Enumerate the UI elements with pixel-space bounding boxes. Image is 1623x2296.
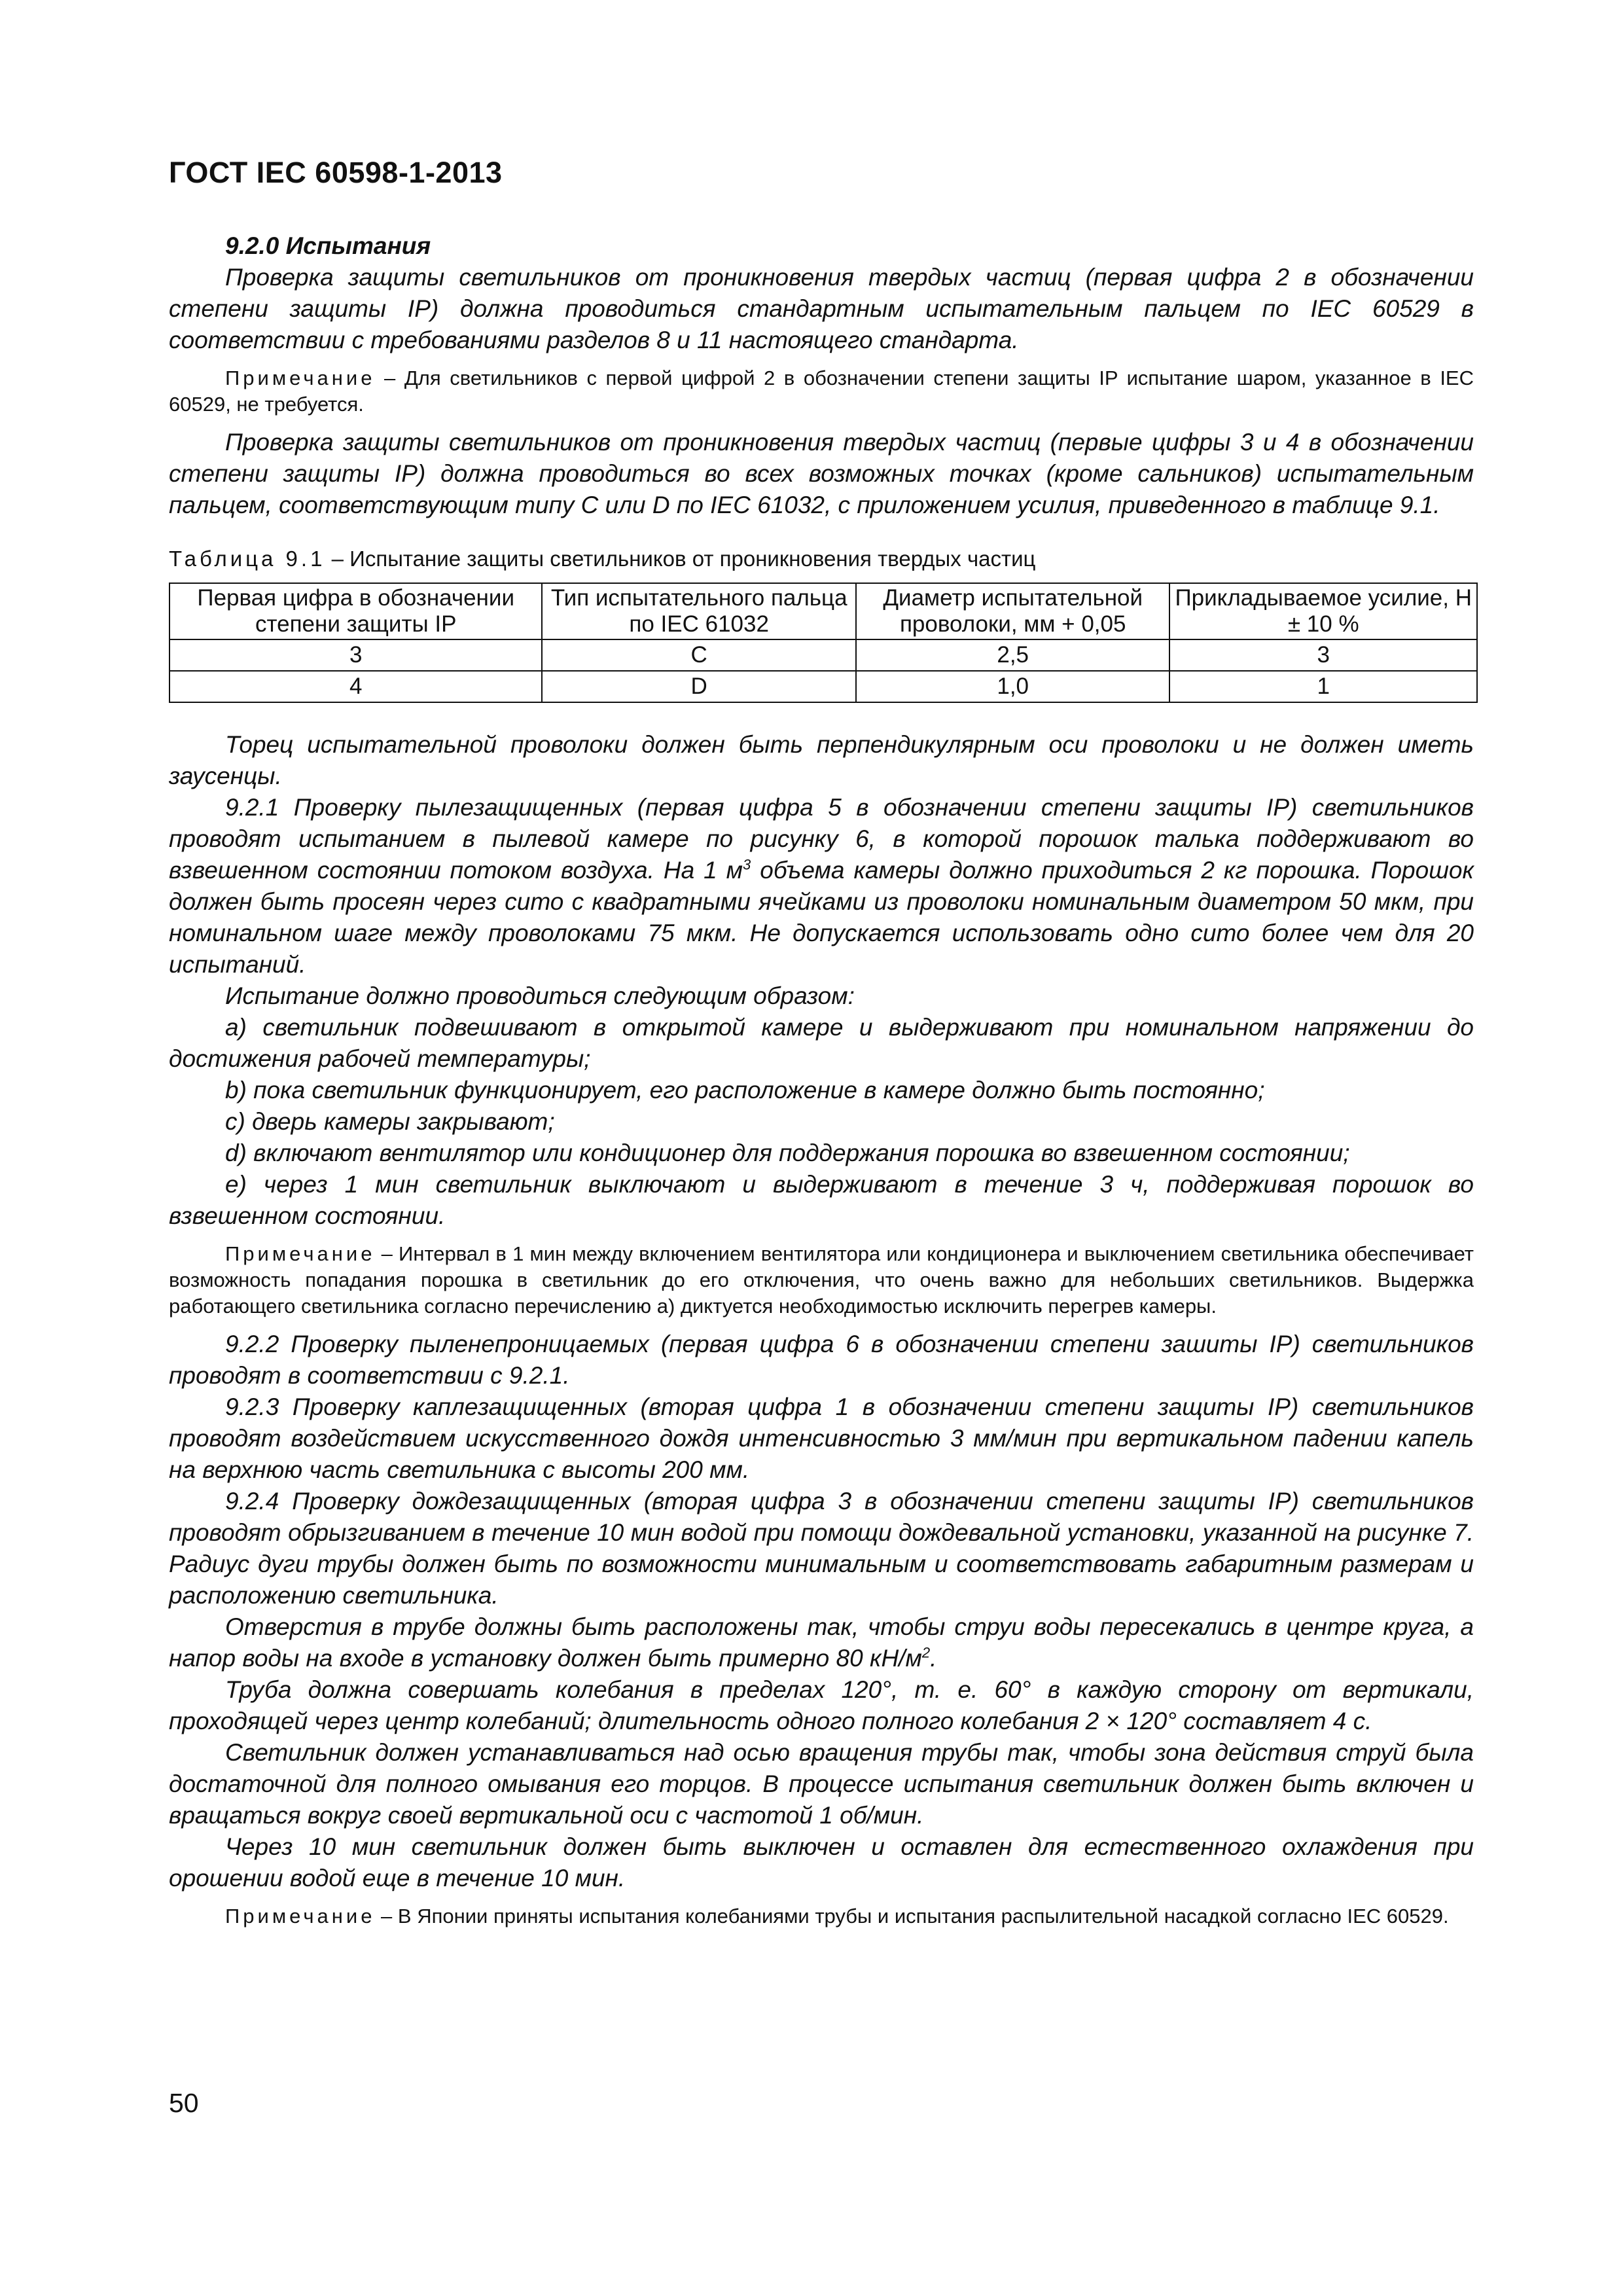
note-text: – В Японии приняты испытания колебаниями трубы и испытания распылительной насадкой согласно IEC 60529. <box>375 1905 1449 1928</box>
paragraph: 9.2.3 Проверку каплезащищенных (вторая цифра 1 в обозначении степени защиты IP) светильников проводят воздействием искусственного дождя интенсивностью 3 мм/мин при вертикальном падении капель на верхнюю часть светильника с высоты 200 мм. <box>169 1393 1474 1483</box>
table-caption <box>169 546 1474 572</box>
note <box>169 365 1474 418</box>
paragraph: Испытание должно проводиться следующим образом: <box>225 982 855 1009</box>
table-cell: 1 <box>1169 671 1477 702</box>
table-header-cell: Диаметр испытательной проволоки, мм + 0,05 <box>856 583 1170 639</box>
table-cell: 3 <box>169 639 542 671</box>
table-row <box>169 639 1477 671</box>
table-header-row <box>169 583 1477 639</box>
table-cell: 2,5 <box>856 639 1170 671</box>
list-item: e) через 1 мин светильник выключают и выдерживают в течение 3 ч, поддерживая порошок во взвешенном состоянии. <box>169 1171 1474 1229</box>
paragraph: Через 10 мин светильник должен быть выключен и оставлен для естественного охлаждения при орошении водой еще в течение 10 мин. <box>169 1833 1474 1892</box>
superscript: 2 <box>921 1644 931 1661</box>
note <box>169 1241 1474 1319</box>
note-label: Примечание <box>225 1242 376 1265</box>
paragraph: Светильник должен устанавливаться над осью вращения трубы так, чтобы зона действия струй была достаточной для полного омывания его торцов. В процессе испытания светильник должен быть включен и вращаться вокруг своей вертикальной оси с частотой 1 об/мин. <box>169 1739 1474 1829</box>
paragraph: Проверка защиты светильников от проникновения твердых частиц (первые цифры 3 и 4 в обозначении степени защиты IP) должна проводиться во всех возможных точках (кроме сальников) испытательным пальцем, соответствующим типу C или D по IEC 61032, с приложением усилия, приведенного в таблице 9.1. <box>169 429 1474 518</box>
paragraph: 9.2.2 Проверку пыленепроницаемых (первая цифра 6 в обозначении степени зашиты IP) светильников проводят в соответствии с 9.2.1. <box>169 1331 1474 1389</box>
paragraph: 9.2.4 Проверку дождезащищенных (вторая цифра 3 в обозначении степени защиты IP) светильников проводят обрызгиванием в течение 10 мин водой при помощи дождевальной установки, указанной на рисунке 7. Радиус дуги трубы должен быть по возможности минимальным и соответствовать габаритным размерам и расположению светильника. <box>169 1488 1474 1609</box>
note-text: – Для светильников с первой цифрой 2 в обозначении степени защиты IP испытание шаром, указанное в IEC 60529, не требуется. <box>169 367 1474 416</box>
paragraph: Труба должна совершать колебания в пределах 120°, т. е. 60° в каждую сторону от вертикали, проходящей через центр колебаний; длительность одного полного колебания 2 × 120° составляет 4 с. <box>169 1676 1474 1734</box>
section-heading: 9.2.0 Испытания <box>225 232 431 259</box>
page-number: 50 <box>169 2088 199 2118</box>
paragraph <box>169 1611 1474 1674</box>
table-cell: 3 <box>1169 639 1477 671</box>
list-item: b) пока светильник функционирует, его расположение в камере должно быть постоянно; <box>225 1077 1265 1103</box>
data-table <box>169 583 1478 703</box>
table-header-cell: Первая цифра в обозначении степени защиты IP <box>169 583 542 639</box>
paragraph-text: . <box>930 1645 937 1672</box>
note-label: Примечание <box>225 367 376 389</box>
note-text: – Интервал в 1 мин между включением вентилятора или кондиционера и выключением светильника обеспечивает возможность попадания порошка в светильник до его отключения, что очень важно для небольших светильников. Выдержка работающего светильника согласно перечислению а) диктуется необходимостью исключить перегрев камеры. <box>169 1242 1474 1318</box>
table-cell: 1,0 <box>856 671 1170 702</box>
paragraph <box>169 792 1474 980</box>
paragraph: Проверка защиты светильников от проникновения твердых частиц (первая цифра 2 в обозначении степени защиты IP) должна проводиться стандартным испытательным пальцем по IEC 60529 в соответствии с требованиями разделов 8 и 11 настоящего стандарта. <box>169 264 1474 353</box>
table-row <box>169 671 1477 702</box>
list-item: а) светильник подвешивают в открытой камере и выдерживают при номинальном напряжении до достижения рабочей температуры; <box>169 1014 1474 1072</box>
table-caption-label: Таблица 9.1 <box>169 547 326 571</box>
list-item: c) дверь камеры закрывают; <box>225 1108 555 1135</box>
note-label: Примечание <box>225 1905 376 1928</box>
table-cell: C <box>542 639 856 671</box>
table-header-cell: Тип испытательного пальца по IEC 61032 <box>542 583 856 639</box>
table-cell: D <box>542 671 856 702</box>
paragraph-text: объема камеры должно приходиться 2 кг порошка. Порошок должен быть просеян через сито с квадратными ячейками из проволоки номинальным диаметром 50 мкм, при номинальном шаге между проволоками 75 мкм. Не допускается использовать одно сито более чем для 20 испытаний. <box>169 857 1474 978</box>
table-caption-text: – Испытание защиты светильников от проникновения твердых частиц <box>325 547 1036 571</box>
superscript: 3 <box>743 856 751 873</box>
paragraph-text: Отверстия в трубе должны быть расположены так, чтобы струи воды пересекались в центре круга, а напор воды на входе в установку должен быть примерно 80 кН/м <box>169 1613 1474 1672</box>
table-header-cell: Прикладываемое усилие, Н ± 10 % <box>1169 583 1477 639</box>
table-cell: 4 <box>169 671 542 702</box>
page-content <box>169 230 1474 1929</box>
note <box>169 1903 1474 1929</box>
document-code-header: ГОСТ IEC 60598-1-2013 <box>169 156 503 189</box>
paragraph-text: 9.2.1 Проверку пылезащищенных (первая цифра 5 в обозначении степени защиты IP) светильников проводят испытанием в пылевой камере по рисунку 6, в которой порошок талька поддерживают во взвешенном состоянии потоком воздуха. На 1 м <box>169 794 1474 884</box>
paragraph: Торец испытательной проволоки должен быть перпендикулярным оси проволоки и не должен иметь заусенцы. <box>169 731 1474 789</box>
list-item: d) включают вентилятор или кондиционер для поддержания порошка во взвешенном состоянии; <box>225 1139 1350 1166</box>
